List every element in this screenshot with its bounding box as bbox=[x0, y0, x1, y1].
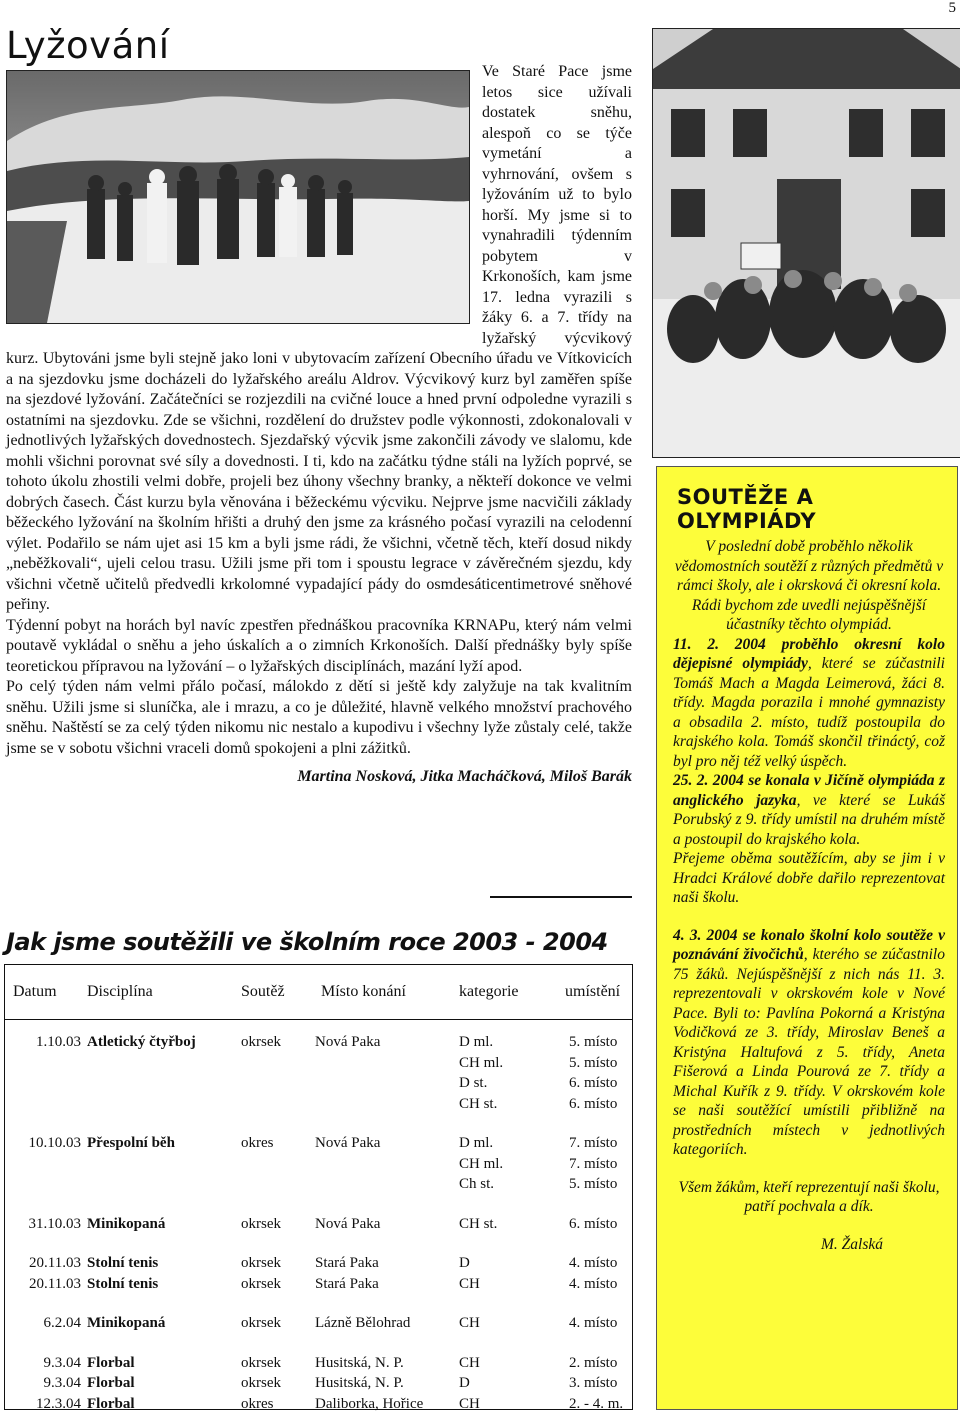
event-heading: 4. 3. 2004 se konalo školní kolo soutěže v poznávání živočichů bbox=[673, 926, 945, 963]
cell-date: 20.11.03 bbox=[29, 1275, 81, 1292]
cell-competition: okrsek bbox=[241, 1255, 281, 1271]
header-cell: Soutěž bbox=[241, 983, 285, 1000]
table-row bbox=[5, 1274, 632, 1294]
cell-competition: okrsek bbox=[241, 1034, 281, 1050]
cell-category: CH bbox=[459, 1315, 480, 1331]
cell-discipline: Minikopaná bbox=[87, 1215, 166, 1232]
competitions-body bbox=[673, 537, 945, 1254]
cell-competition: okrsek bbox=[241, 1354, 281, 1371]
results-header bbox=[5, 965, 632, 1020]
cell-venue: Stará Paka bbox=[315, 1275, 379, 1292]
results-table bbox=[4, 964, 633, 1410]
cell-category: CH bbox=[459, 1395, 480, 1412]
cell-date: 9.3.04 bbox=[43, 1354, 81, 1371]
cell-category: Ch st. bbox=[459, 1176, 495, 1192]
cell-venue: Nová Paka bbox=[315, 1135, 381, 1151]
cell-category: CH ml. bbox=[459, 1155, 504, 1172]
cell-date: 1.10.03 bbox=[36, 1034, 81, 1050]
cell-competition: okrsek bbox=[241, 1375, 281, 1391]
cell-discipline: Florbal bbox=[87, 1354, 135, 1371]
competitions-title: SOUTĚŽE A OLYMPIÁDY bbox=[677, 485, 817, 533]
article-body bbox=[6, 62, 632, 788]
header-cell: Místo konání bbox=[321, 983, 406, 1000]
cell-venue: Husitská, N. P. bbox=[315, 1354, 404, 1371]
cell-competition: okrsek bbox=[241, 1275, 281, 1292]
cell-category: CH bbox=[459, 1354, 480, 1371]
cell-competition: okrsek bbox=[241, 1215, 281, 1232]
cell-date: 10.10.03 bbox=[28, 1135, 81, 1151]
header-cell: umístění bbox=[565, 983, 621, 1000]
cell-venue: Daliborka, Hořice bbox=[315, 1395, 424, 1412]
cell-discipline: Stolní tenis bbox=[87, 1255, 159, 1271]
table-row bbox=[5, 1373, 632, 1393]
cell-venue: Nová Paka bbox=[315, 1034, 381, 1050]
cell-category: D bbox=[459, 1255, 470, 1271]
article-title: Lyžování bbox=[6, 24, 170, 67]
cell-placement: 7. místo bbox=[569, 1135, 618, 1151]
ski-group-photo bbox=[6, 70, 470, 324]
cell-discipline: Stolní tenis bbox=[87, 1275, 159, 1292]
cell-date: 6.2.04 bbox=[43, 1315, 81, 1331]
cell-placement: 4. místo bbox=[569, 1275, 618, 1292]
sidebar-paragraph: Přejeme oběma soutěžícím, aby se jim i v Hradci Králové dobře dařilo reprezentovat naši školu. bbox=[673, 850, 945, 906]
cell-placement: 5. místo bbox=[569, 1034, 618, 1050]
page-number: 5 bbox=[948, 0, 956, 16]
cell-competition: okres bbox=[241, 1395, 274, 1412]
cell-date: 12.3.04 bbox=[36, 1395, 81, 1412]
table-row bbox=[5, 1154, 632, 1174]
cell-discipline: Minikopaná bbox=[87, 1315, 166, 1331]
article-paragraph: Týdenní pobyt na horách byl navíc zpestřen přednáškou pracovníka KRNAPu, který nám velmi poutavě vykládal o sněhu a jeho úskalích a o zimních Krkonoších. Další přednášky byly spíše teoretickou přípravou na lyžování – o lyžařských disciplínách, mazání lyží apod. bbox=[6, 616, 632, 675]
cell-category: CH st. bbox=[459, 1215, 498, 1232]
divider bbox=[490, 896, 632, 898]
article-paragraph: Ve Staré Pace jsme letos sice užívali dostatek sněhu, alespoň co se týče vymetání a vyhrnování, ovšem s lyžováním už to bylo horší. My jsme si to vynahradili týdenním pobytem v Krkonoších, kam jsme 17. ledna vyrazili s žáky 6. a 7. třídy na lyžařský výcvikový kurz. Ubytováni jsme byli stejně jako loni v ubytovacím zařízení Obecního úřadu ve Vítkovicích a na sjezdovku jsme docházeli do lyžařského areálu Aldrov. Výcvikový kurz byl zaměřen spíše na sjezdové lyžování. Začátečníci se rozjezdili na cvičné louce a hned první odpoledne vyrazili s ostatními na sjezdovku. Zde se všichni, rozdělení do družstev podle výkonnosti, zdokonalovali v jednotlivých lyžařských dovednostech. Sjezdařský výcvik jsme zakončili závody ve slalomu, kde mohli všichni porovnat své síly a dovednosti. I ti, kdo na začátku týdne stáli na lyžích poprvé, se tohoto úkolu zhostili velmi dobře, projeli bez úhony všechny branky, a někteří dokonce ve velmi dobrých časech. Část kurzu byla věnována i běžeckému výcviku. Nejprve jsme nacvičili základy běžeckého lyžování na školním hřišti a druhý den jsme za krásného počasí vyrazili na celodenní výlet. Podařilo se nám ujet asi 15 km a byli jsme rádi, že všichni, včetně těch, kteří dosud nikdy „neběžkovali“, ujeli celou trasu. Užili jsme při tom i spoustu legrace v závěrečném sjezdu, kdy všichni včetně učitelů předvedli krkolomné vypadající pády do osmdesáticentimetrové sněhové peřiny. bbox=[6, 63, 632, 613]
table-row bbox=[5, 1353, 632, 1373]
cell-placement: 5. místo bbox=[569, 1054, 618, 1071]
cell-date: 9.3.04 bbox=[43, 1375, 81, 1391]
event-text: , kterého se zúčastnilo 75 žáků. Nejúspěšnější z nich nás 11. 3. reprezentovali v okrskovém kole v Nové Pace. Byli to: Pavlína Pokorná a Kristýna Vodičková ze 3. třídy, Miroslav Beneš a Kristýna Haltufová z 5. třídy, Aneta Fišerová a Linda Pourová ze 7. třídy a Michal Kuřík z 9. třídy. V okrskovém kole se naši soutěžící umístili přibližně na prostředních místech v jednotlivých kategoriích. bbox=[673, 946, 945, 1158]
cell-placement: 3. místo bbox=[569, 1375, 618, 1391]
cell-category: CH ml. bbox=[459, 1054, 504, 1071]
signature: M. Žalská bbox=[821, 1235, 883, 1253]
table-row bbox=[5, 1313, 632, 1333]
header-cell: Disciplína bbox=[87, 983, 153, 1000]
cell-placement: 7. místo bbox=[569, 1155, 618, 1172]
event-heading: 11. 2. 2004 proběhlo okresní kolo dějepisné olympiády bbox=[673, 635, 945, 672]
table-row bbox=[5, 1032, 632, 1052]
event-heading: 25. 2. 2004 se konala v Jičíně olympiáda z anglického jazyka bbox=[673, 772, 945, 809]
cell-category: D st. bbox=[459, 1075, 488, 1091]
sidebar-paragraph bbox=[673, 926, 945, 1160]
table-row bbox=[5, 1073, 632, 1093]
cell-discipline: Florbal bbox=[87, 1395, 135, 1412]
cell-competition: okrsek bbox=[241, 1315, 281, 1331]
sidebar-paragraph bbox=[673, 635, 945, 772]
cell-placement: 6. místo bbox=[569, 1215, 618, 1232]
event-text: , ve které se Lukáš Porubský z 9. třídy umístil na druhém místě a postoupil do krajského kola. bbox=[673, 791, 945, 848]
article-paragraph: Po celý týden nám velmi přálo počasí, málokdo z dětí si ještě kdy zalyžuje na tak kvalitním sněhu. Užili jsme si sluníčka, ale i mrazu, a co je důležité, hlavně velkého množství prachového sněhu. Naštěstí se za celý týden nikomu nic nestalo a kupodivu i všechny lyže zůstaly celé, takže jsme se v sobotu všichni vraceli domů spokojeni a plni zážitků. bbox=[6, 678, 632, 757]
cell-venue: Husitská, N. P. bbox=[315, 1375, 404, 1391]
cell-category: CH st. bbox=[459, 1095, 498, 1112]
cell-category: CH bbox=[459, 1275, 480, 1292]
table-row bbox=[5, 1253, 632, 1273]
sidebar-paragraph: V poslední době proběhlo několik vědomostních soutěží z různých předmětů v rámci školy, ale i okrsková či okresní kola. Rádi bychom zde uvedli nejúspěšnější účastníky těchto olympiád. bbox=[674, 538, 944, 633]
cell-venue: Stará Paka bbox=[315, 1255, 379, 1271]
event-text: , které se zúčastnili Tomáš Mach a Magda Leimerová, žáci 8. třídy. Magda porazila i mnohé gymnazisty a obsadila 2. místo, tudíž postoupila do krajského kola. Tomáš skončil třináctý, což byl pro něj též velký úspěch. bbox=[673, 655, 945, 770]
cell-venue: Nová Paka bbox=[315, 1215, 381, 1232]
cell-discipline: Florbal bbox=[87, 1375, 135, 1391]
cell-placement: 6. místo bbox=[569, 1075, 618, 1091]
sidebar-paragraph: Všem žákům, kteří reprezentují naši školu, patří pochvala a dík. bbox=[678, 1178, 940, 1215]
sidebar-paragraph bbox=[673, 771, 945, 849]
cell-placement: 4. místo bbox=[569, 1255, 618, 1271]
cell-placement: 5. místo bbox=[569, 1176, 618, 1192]
cell-placement: 6. místo bbox=[569, 1095, 618, 1112]
table-row bbox=[5, 1094, 632, 1114]
cell-date: 20.11.03 bbox=[29, 1255, 81, 1271]
cell-placement: 2. - 4. m. bbox=[569, 1395, 624, 1412]
cell-date: 31.10.03 bbox=[28, 1215, 81, 1232]
table-row bbox=[5, 1053, 632, 1073]
school-group-photo bbox=[652, 28, 960, 458]
competitions-box bbox=[656, 466, 958, 1410]
table-row bbox=[5, 1133, 632, 1153]
cell-placement: 2. místo bbox=[569, 1354, 618, 1371]
header-cell: kategorie bbox=[459, 983, 519, 1000]
header-cell: Datum bbox=[13, 983, 57, 1000]
cell-discipline: Přespolní běh bbox=[87, 1135, 175, 1151]
cell-competition: okres bbox=[241, 1135, 274, 1151]
article-authors: Martina Nosková, Jitka Macháčková, Miloš Barák bbox=[297, 768, 632, 785]
cell-discipline: Atletický čtyřboj bbox=[87, 1034, 196, 1050]
table-row bbox=[5, 1214, 632, 1234]
results-title: Jak jsme soutěžili ve školním roce 2003 - 2004 bbox=[6, 928, 608, 956]
cell-category: D bbox=[459, 1375, 470, 1391]
cell-placement: 4. místo bbox=[569, 1315, 618, 1331]
table-row bbox=[5, 1174, 632, 1194]
cell-category: D ml. bbox=[459, 1135, 494, 1151]
table-row bbox=[5, 1394, 632, 1414]
cell-category: D ml. bbox=[459, 1034, 494, 1050]
cell-venue: Lázně Bělohrad bbox=[315, 1315, 411, 1331]
